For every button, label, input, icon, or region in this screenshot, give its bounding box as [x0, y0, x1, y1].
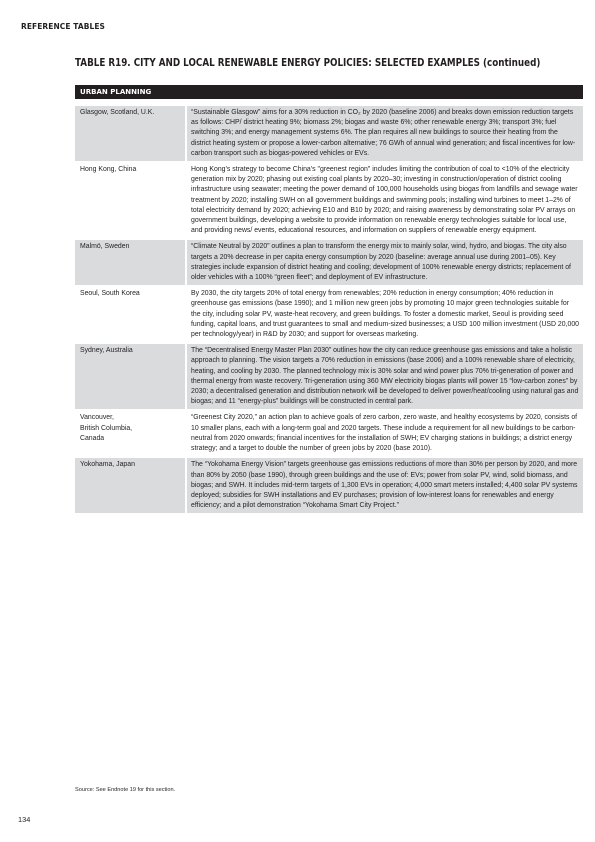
source-note: Source: See Endnote 19 for this section.	[75, 787, 176, 793]
section-tag: REFERENCE TABLES	[21, 21, 105, 31]
description-cell: The “Yokohama Energy Vision” targets greenhouse gas emissions reductions of more than 30% per person by 2020, and more than 80% by 2050 (base 1990), through green buildings and the use of: EVs; power from solar PV, wind, solid biomass, and biogas; and SWH. It includes mid-term targets of 1,300 EVs in operation; 4,000 smart meters installed; 4,400 solar PV systems deployed; subsidies for SWH installations and EV purchases; provision of low-interest loans for renewables and energy efficiency; and a pilot demonstration “Yokohama Smart City Project.”	[187, 458, 583, 513]
section-header-bar	[75, 85, 583, 99]
table-title	[75, 58, 541, 69]
table-row	[75, 287, 583, 342]
table-row	[75, 106, 583, 161]
description-cell: “Sustainable Glasgow” aims for a 30% reduction in CO₂ by 2020 (baseline 2006) and breaks down emission reduction targets as follows: CHP/ district heating 9%; biomass 2%; biogas and waste 6%; other renewable energy 3%; transport 3%; fuel switching 3%; and energy management systems 6%. The plan requires all new buildings to source their heating from the district heating system or propose a lower-carbon alternative; 76 GWh of annual wind generation; and fiscal incentives for low-carbon transport such as biogas-powered vehicles or EVs.	[187, 106, 583, 161]
table-row	[75, 344, 583, 409]
city-cell: Vancouver, British Columbia, Canada	[80, 414, 133, 442]
policy-table	[75, 106, 583, 515]
table-row	[75, 411, 583, 456]
page-number: 134	[18, 815, 31, 824]
description-cell: “Greenest City 2020,” an action plan to achieve goals of zero carbon, zero waste, and healthy ecosystems by 2020, consists of 10 smaller plans, each with a long-term goal and 2020 targets. These include a requirement for all new buildings to be carbon-neutral from 2020 onwards; financial incentives for the installation of SWH; EV charging stations in buildings; a district energy strategy; and a target to double the number of green jobs by 2020 (base 2010).	[191, 414, 578, 453]
city-cell: Yokohama, Japan	[75, 458, 185, 513]
table-row	[75, 458, 583, 513]
table-title-text: TABLE R19. CITY AND LOCAL RENEWABLE ENERGY POLICIES: SELECTED EXAMPLES	[75, 58, 480, 69]
section-header-label: URBAN PLANNING	[80, 87, 152, 96]
city-cell: Seoul, South Korea	[80, 290, 140, 298]
city-cell: Sydney, Australia	[75, 344, 185, 409]
city-cell: Malmö, Sweden	[75, 240, 185, 285]
table-row	[75, 240, 583, 285]
description-cell: By 2030, the city targets 20% of total energy from renewables; 20% reduction in energy consumption; 40% reduction in greenhouse gas emissions (base 1990); and 1 million new green jobs by promoting 10 major green technologies suitable for the city, including solar PV, waste-heat recovery, and green buildings. To foster a domestic market, Seoul is providing seed funding, capital loans, and trust guarantees to small and medium-sized businesses; a USD 100 million investment (USD 20,000 per technology/year) in R&D by 2030; and support for overseas marketing.	[191, 290, 579, 339]
table-row	[75, 163, 583, 238]
description-cell: Hong Kong’s strategy to become China’s "greenest region" includes limiting the contribution of coal to <10% of the electricity generation mix by 2020; phasing out existing coal plants by 2020–30; investing in construction/operation of district cooling infrastructure using seawater; meeting the power demand of 100,000 households using biogas from landfills and sewage water treatment by 2020; installing SWH on all government buildings and swimming pools; installing wind turbines to meet 1–2% of total electricity demand by 2020; achieving E10 and B10 by 2020; and raising awareness by demonstrating solar PV arrays on government buildings, developing a website to provide information on renewable energy technologies suitable for local use, and providing news/ events, educational resources, and information on suppliers of renewable energy equipment.	[191, 166, 578, 235]
table-continued-label: (continued)	[483, 58, 541, 69]
city-cell: Glasgow, Scotland, U.K.	[75, 106, 185, 161]
description-cell: The “Decentralised Energy Master Plan 2030” outlines how the city can reduce greenhouse gas emissions and take a holistic approach to planning. The vision targets a 70% reduction in emissions (base 2006) and a 100% renewable share of electricity, heating, and cooling by 2030. The planned technology mix is 30% solar and wind power plus 70% tri-generation of power and thermal energy from waste recovery. Tri-generation using 360 MW electricity biogas plants will power 15 “low-carbon zones” by 2030; a decentralised generation and distribution network will be developed to deliver power/heat/cooling using natural gas and biogas; and 11 “energy-plus” buildings will be constructed in central park.	[187, 344, 583, 409]
description-cell: “Climate Neutral by 2020” outlines a plan to transform the energy mix to mainly solar, wind, hydro, and biogas. The city also targets a 20% decrease in per capita energy consumption by 2020 (baseline: average annual use during 2001–05). Key strategies include expansion of district heating and cooling; development of 100% renewable energy districts; replacement of older vehicles with a 100% “green fleet”; and deployment of EV infrastructure.	[187, 240, 583, 285]
city-cell: Hong Kong, China	[80, 166, 137, 174]
